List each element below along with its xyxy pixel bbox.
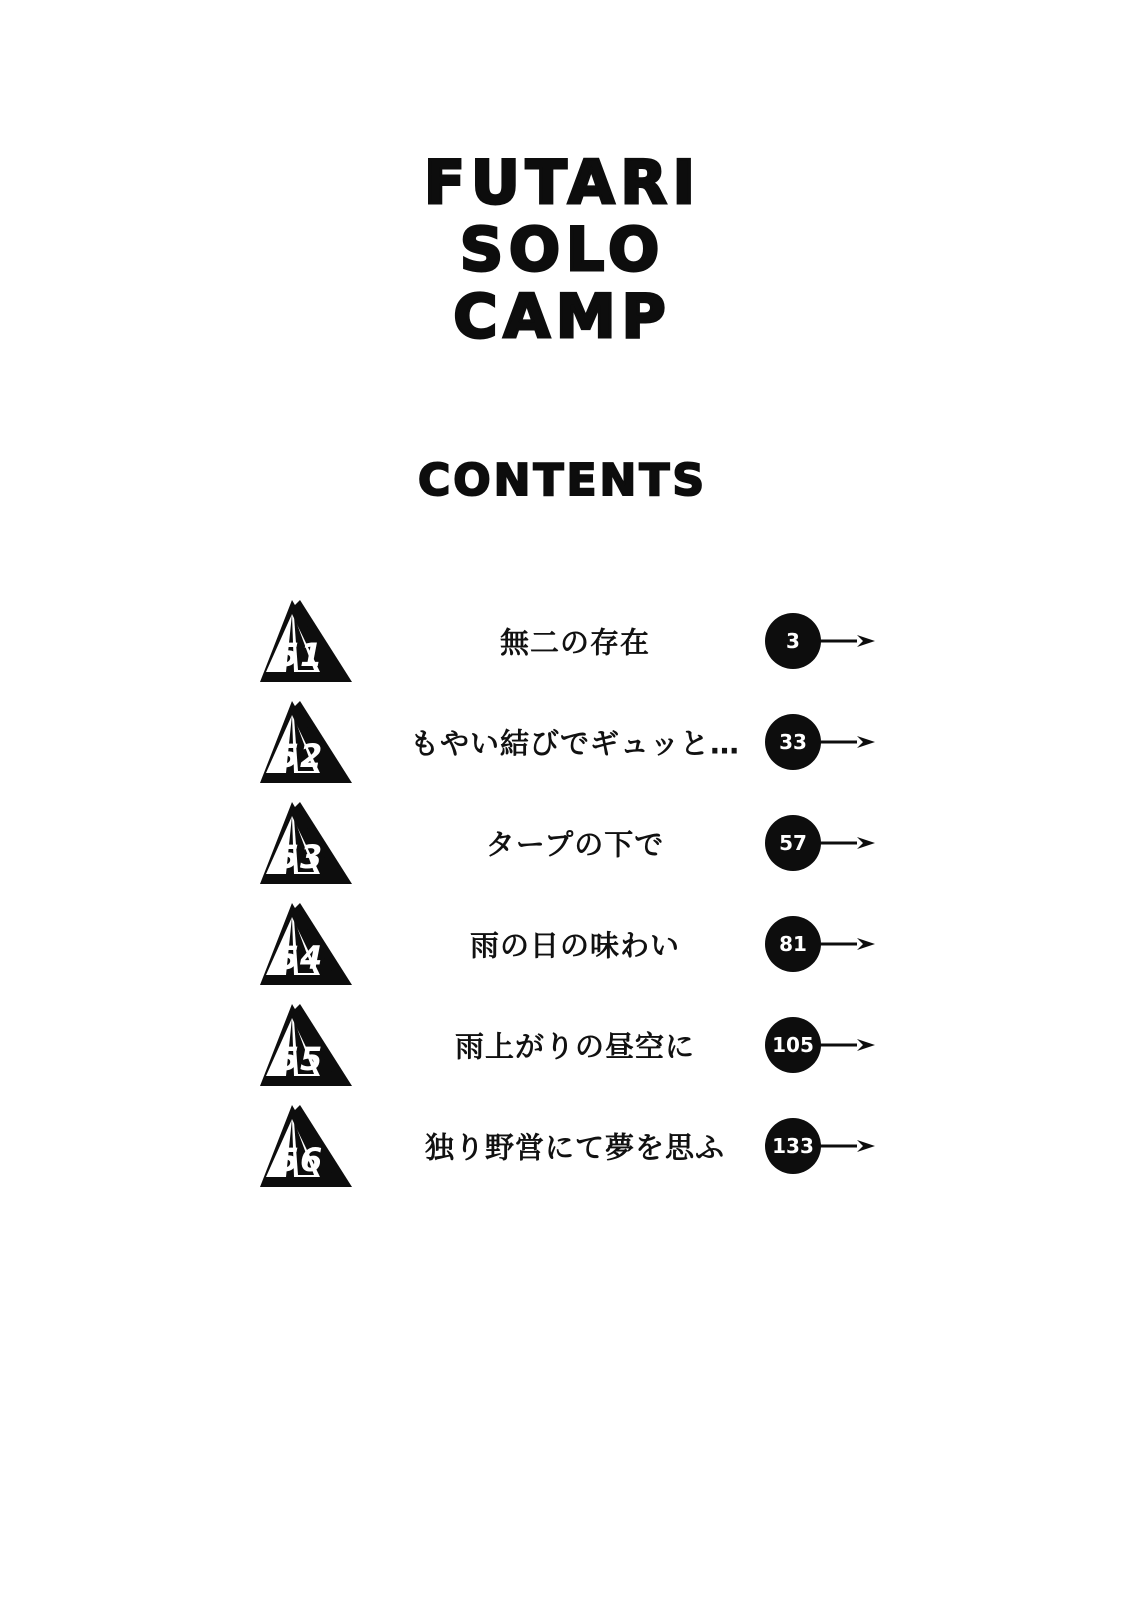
page-number: 33 [779, 729, 807, 754]
page-number-badge [765, 1118, 875, 1174]
tent-icon [258, 697, 354, 787]
logo-line-camp: CAMP [453, 282, 672, 352]
chapter-title: 無二の存在 [499, 625, 650, 659]
page-number: 57 [779, 830, 807, 855]
list-item[interactable] [0, 1095, 1125, 1196]
tent-icon [258, 1000, 354, 1090]
list-item[interactable] [0, 792, 1125, 893]
list-item[interactable] [0, 994, 1125, 1095]
chapter-title: 独り野営にて夢を思ふ [424, 1130, 725, 1164]
tent-icon [258, 798, 354, 888]
list-item[interactable] [0, 893, 1125, 994]
table-of-contents [0, 590, 1125, 1196]
pan-handle-icon [817, 635, 875, 647]
series-logo [0, 148, 1125, 352]
page-number-badge [765, 714, 875, 770]
page-number: 105 [772, 1032, 814, 1057]
pan-handle-icon [817, 1140, 875, 1152]
chapter-title: 雨上がりの昼空に [454, 1029, 695, 1063]
chapter-title: もやい結びでギュッと… [409, 726, 740, 760]
chapter-number: 55 [276, 1039, 324, 1078]
pan-handle-icon [817, 1039, 875, 1051]
list-item[interactable] [0, 590, 1125, 691]
logo-line-futari: FUTARI [424, 148, 701, 218]
chapter-number: 53 [276, 837, 324, 876]
page-number: 133 [772, 1133, 814, 1158]
logo-line-solo: SOLO [459, 215, 666, 285]
chapter-number: 54 [276, 938, 324, 977]
chapter-number: 52 [276, 736, 324, 775]
page-number: 3 [786, 628, 800, 653]
pan-handle-icon [817, 736, 875, 748]
chapter-number: 51 [276, 635, 324, 674]
list-item[interactable] [0, 691, 1125, 792]
pan-handle-icon [817, 938, 875, 950]
tent-icon [258, 899, 354, 989]
page-number-badge [765, 1017, 875, 1073]
chapter-title: タープの下で [485, 827, 665, 861]
page-number: 81 [779, 931, 807, 956]
page-number-badge [765, 916, 875, 972]
contents-heading: CONTENTS [417, 455, 708, 506]
chapter-title: 雨の日の味わい [469, 928, 680, 962]
chapter-number: 56 [276, 1140, 324, 1179]
tent-icon [258, 1101, 354, 1191]
tent-icon [258, 596, 354, 686]
page-number-badge [765, 613, 875, 669]
page-number-badge [765, 815, 875, 871]
pan-handle-icon [817, 837, 875, 849]
